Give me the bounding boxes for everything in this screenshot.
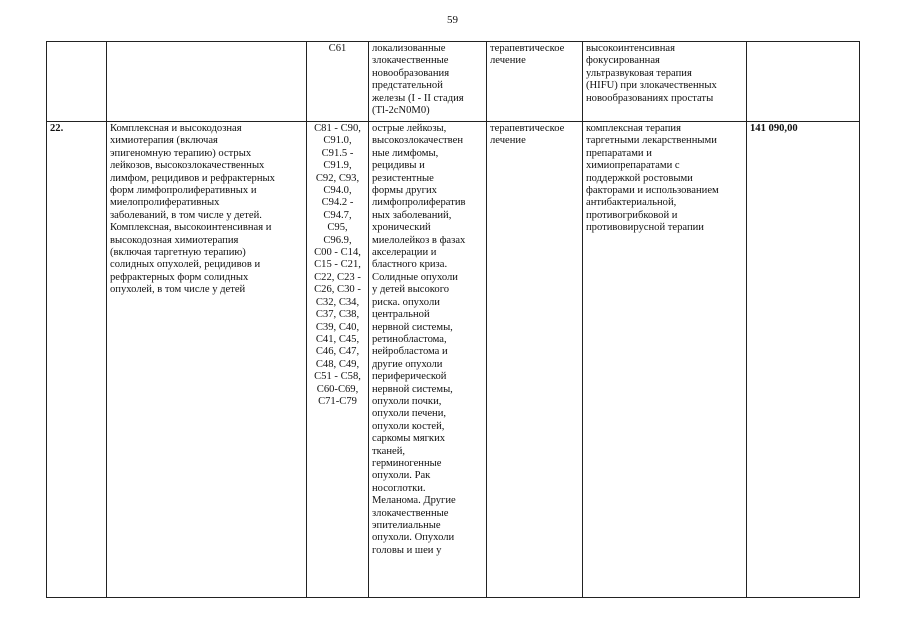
treatment-method-cell: комплексная терапия таргетными лекарственными препаратами и химиопрепаратами с поддержкой ростовыми факторами и использованием антибактериальной, противогрибковой и противовирусной терапии (583, 122, 747, 598)
price-cell: 141 090,00 (747, 122, 860, 598)
treatment-type-cell: терапевтическое лечение (487, 122, 583, 598)
treatment-method-cell: высокоинтенсивная фокусированная ультразвуковая терапия (HIFU) при злокачественных новообразованиях простаты (583, 42, 747, 122)
care-name-cell (107, 42, 307, 122)
icd-codes-cell: C61 (307, 42, 369, 122)
patient-model-cell: локализованные злокачественные новообразования предстательной железы (I - II стадия (Tl-2cN0M0) (369, 42, 487, 122)
care-name-cell: Комплексная и высокодозная химиотерапия (включая эпигеномную терапию) острых лейкозов, высокозлокачественных лимфом, рецидивов и рефрактерных форм лимфопролиферативных и миелопролиферативных заболеваний, в том числе у детей. Комплексная, высокоинтенсивная и высокодозная химиотерапия (включая таргетную терапию) солидных опухолей, рецидивов и рефрактерных форм солидных опухолей, в том числе у детей (107, 122, 307, 598)
row-number-cell (47, 42, 107, 122)
medical-care-table (46, 41, 860, 598)
icd-codes-cell: C81 - C90, C91.0, C91.5 - C91.9, C92, C93, C94.0, C94.2 - C94.7, C95, C96.9, C00 - C14, C15 - C21, C22, C23 - C26, C30 - C32, C34, C37, C38, C39, C40, C41, C45, C46, C47, C48, C49, C51 - C58, C60-C69, C71-C79 (307, 122, 369, 598)
patient-model-cell: острые лейкозы, высокозлокачествен ные лимфомы, рецидивы и резистентные формы других лимфопролифератив ных заболеваний, хронический миелолейкоз в фазах акселерации и бластного криза. Солидные опухоли у детей высокого риска. опухоли центральной нервной системы, ретинобластома, нейробластома и другие опухоли периферической нервной системы, опухоли почки, опухоли печени, опухоли костей, саркомы мягких тканей, герминогенные опухоли. Рак носоглотки. Меланома. Другие злокачественные эпителиальные опухоли. Опухоли головы и шеи у (369, 122, 487, 598)
table-row (47, 42, 860, 122)
price-cell (747, 42, 860, 122)
row-number-cell: 22. (47, 122, 107, 598)
treatment-type-cell: терапевтическое лечение (487, 42, 583, 122)
page-number: 59 (447, 14, 458, 26)
table-row (47, 122, 860, 598)
